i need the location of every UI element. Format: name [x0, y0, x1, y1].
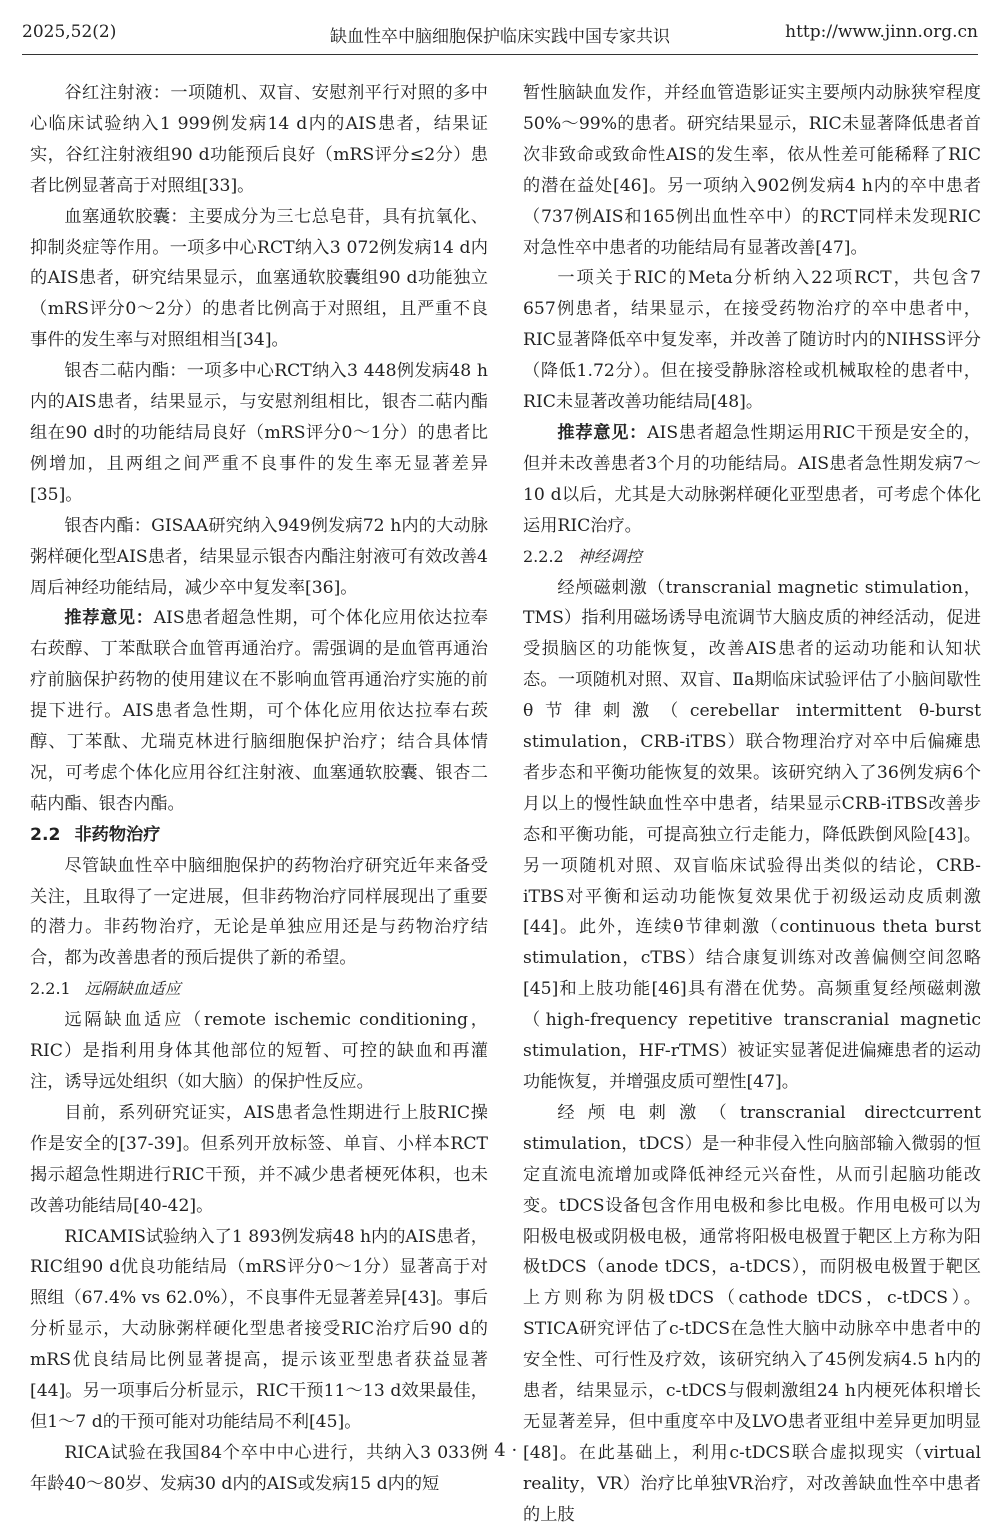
running-title: 缺血性卒中脑细胞保护临床实践中国专家共识	[330, 27, 670, 47]
paragraph-ric-safety: 目前，系列研究证实，AIS患者急性期进行上肢RIC操作是安全的[37-39]。但系列开放标签、单盲、小样本RCT揭示超急性期进行RIC干预，并不减少患者梗死体积，也未改善功能结局[40-42]。	[30, 1102, 488, 1216]
paragraph-ric-definition: 远隔缺血适应（remote ischemic conditioning，RIC）是指利用身体其他部位的短暂、可控的缺血和再灌注，诱导远处组织（如大脑）的保护性反应。	[30, 1010, 488, 1092]
paragraph-recommendation-drugs	[30, 603, 488, 819]
section-heading-2-2	[30, 820, 488, 851]
paragraph-xuesaitong: 血塞通软胶囊：主要成分为三七总皂苷，具有抗氧化、抑制炎症等作用。一项多中心RCT纳入3 072例发病14 d内的AIS患者，研究结果显示，血塞通软胶囊组90 d功能独立（mRS评分0～2分）的患者比例高于对照组，且严重不良事件的发生率与对照组相当[34]。	[30, 206, 488, 351]
section-heading-2-2-2	[523, 542, 981, 573]
paragraph-rica-continued: 暂性脑缺血发作，并经血管造影证实主要颅内动脉狭窄程度50%～99%的患者。研究结果显示，RIC未显著降低患者首次非致命或致命性AIS的发生率，依从性差可能稀释了RIC的潜在益处[46]。另一项纳入902例发病4 h内的卒中患者（737例AIS和165例出血性卒中）的RCT同样未发现RIC对急性卒中患者的功能结局有显著改善[47]。	[523, 83, 981, 258]
paragraph-non-drug-intro: 尽管缺血性卒中脑细胞保护的药物治疗研究近年来备受关注，且取得了一定进展，但非药物治疗同样展现出了重要的潜力。非药物治疗，无论是单独应用还是与药物治疗结合，都为改善患者的预后提供了新的希望。	[30, 855, 488, 969]
recommendation-text: AIS患者超急性期运用RIC干预是安全的，但并未改善患者3个月的功能结局。AIS患者急性期发病7～10 d以后，尤其是大动脉粥样硬化亚型患者，可考虑个体化运用RIC治疗。	[523, 422, 981, 536]
paragraph-guhong: 谷红注射液：一项随机、双盲、安慰剂平行对照的多中心临床试验纳入1 999例发病14 d内的AIS患者，结果证实，谷红注射液组90 d功能预后良好（mRS评分≤2分）患者比例显著高于对照组[33]。	[30, 83, 488, 196]
recommendation-label: 推荐意见：	[557, 422, 648, 443]
section-number: 2.2	[30, 824, 61, 845]
paragraph-tms: 经颅磁刺激（transcranial magnetic stimulation，TMS）指利用磁场诱导电流调节大脑皮质的神经活动，促进受损脑区的功能恢复，改善AIS患者的运动功能和认知状态。一项随机对照、双盲、Ⅱa期临床试验评估了小脑间歇性θ节律刺激（cerebellar intermittent θ-burst stimulation，CRB-iTBS）联合物理治疗对卒中后偏瘫患者步态和平衡功能恢复的效果。该研究纳入了36例发病6个月以上的慢性缺血性卒中患者，结果显示CRB-iTBS改善步态和平衡功能，可提高独立行走能力，降低跌倒风险[43]。另一项随机对照、双盲临床试验得出类似的结论，CRB-iTBS对平衡和运动功能恢复效果优于初级运动皮质刺激[44]。此外，连续θ节律刺激（continuous theta burst stimulation，cTBS）结合康复训练对改善偏侧空间忽略[45]和上肢功能[46]具有潜在优势。高频重复经颅磁刺激（high-frequency repetitive transcranial magnetic stimulation，HF-rTMS）被证实显著促进偏瘫患者的运动功能恢复，并增强皮质可塑性[47]。	[523, 577, 981, 1092]
paragraph-ginkgo-diterpene: 银杏二萜内酯：一项多中心RCT纳入3 448例发病48 h内的AIS患者，结果显示，与安慰剂组相比，银杏二萜内酯组在90 d时的功能结局良好（mRS评分0～1分）的患者比例增加，且两组之间严重不良事件的发生率无显著差异[35]。	[30, 361, 488, 505]
subsection-number: 2.2.1	[30, 979, 71, 999]
paragraph-tdcs: 经颅电刺激（transcranial directcurrent stimulation，tDCS）是一种非侵入性向脑部输入微弱的恒定直流电流增加或降低神经元兴奋性，从而引起脑功能改变。tDCS设备包含作用电极和参比电极。作用电极可以为阳极电极或阴极电极，通常将阳极电极置于靶区上方称为阳极tDCS（anode tDCS，a-tDCS），而阴极电极置于靶区上方则称为阴极tDCS（cathode tDCS，c-tDCS）。STICA研究评估了c-tDCS在急性大脑中动脉卒中患者中的安全性、可行性及疗效，该研究纳入了45例发病4.5 h内的患者，结果显示，c-tDCS与假刺激组24 h内梗死体积增长无显著差异，但中重度卒中及LVO患者亚组中差异更加明显[48]。在此基础上，利用c-tDCS联合虚拟现实（virtual reality，VR）治疗比单独VR治疗，对改善缺血性卒中患者的上肢	[523, 1102, 981, 1525]
subsection-title: 神经调控	[577, 546, 642, 566]
journal-volume: 2025,52(2)	[22, 22, 117, 42]
recommendation-label: 推荐意见：	[64, 608, 154, 629]
page-number: · 4 ·	[482, 1440, 518, 1461]
paragraph-recommendation-ric	[523, 418, 981, 542]
paragraph-ginkgolide: 银杏内酯：GISAA研究纳入949例发病72 h内的大动脉粥样硬化型AIS患者，结果显示银杏内酯注射液可有效改善4周后神经功能结局，减少卒中复发率[36]。	[30, 515, 488, 598]
paragraph-rica: RICA试验在我国84个卒中中心进行，共纳入3 033例年龄40～80岁、发病30 d内的AIS或发病15 d内的短	[30, 1442, 488, 1494]
subsection-number: 2.2.2	[523, 546, 564, 566]
subsection-title: 远隔缺血适应	[84, 979, 181, 999]
recommendation-text: AIS患者超急性期，可个体化应用依达拉奉右莰醇、丁苯酞联合血管再通治疗。需强调的是血管再通治疗前脑保护药物的使用建议在不影响血管再通治疗实施的前提下进行。AIS患者急性期，可个体化应用依达拉奉右莰醇、丁苯酞、尤瑞克林进行脑细胞保护治疗；结合具体情况，可考虑个体化应用谷红注射液、血塞通软胶囊、银杏二萜内酯、银杏内酯。	[30, 608, 488, 814]
left-column	[30, 78, 488, 1500]
journal-url[interactable]: http://www.jinn.org.cn	[785, 22, 978, 42]
paragraph-ricamis: RICAMIS试验纳入了1 893例发病48 h内的AIS患者，RIC组90 d优良功能结局（mRS评分0～1分）显著高于对照组（67.4% vs 62.0%），不良事件无显著差异[43]。事后分析显示，大动脉粥样硬化型患者接受RIC治疗后90 d的mRS优良结局比例显著提高，提示该亚型患者获益显著[44]。另一项事后分析显示，RIC干预11～13 d效果最佳，但1～7 d的干预可能对功能结局不利[45]。	[30, 1226, 488, 1432]
paragraph-ric-meta: 一项关于RIC的Meta分析纳入22项RCT，共包含7 657例患者，结果显示，在接受药物治疗的卒中患者中，RIC显著降低卒中复发率，并改善了随访时内的NIHSS评分（降低1.72分）。但在接受静脉溶栓或机械取栓的患者中，RIC未显著改善功能结局[48]。	[523, 268, 981, 413]
running-header	[22, 8, 978, 55]
right-column	[523, 78, 981, 1531]
section-title: 非药物治疗	[74, 824, 161, 845]
section-heading-2-2-1	[30, 974, 488, 1005]
